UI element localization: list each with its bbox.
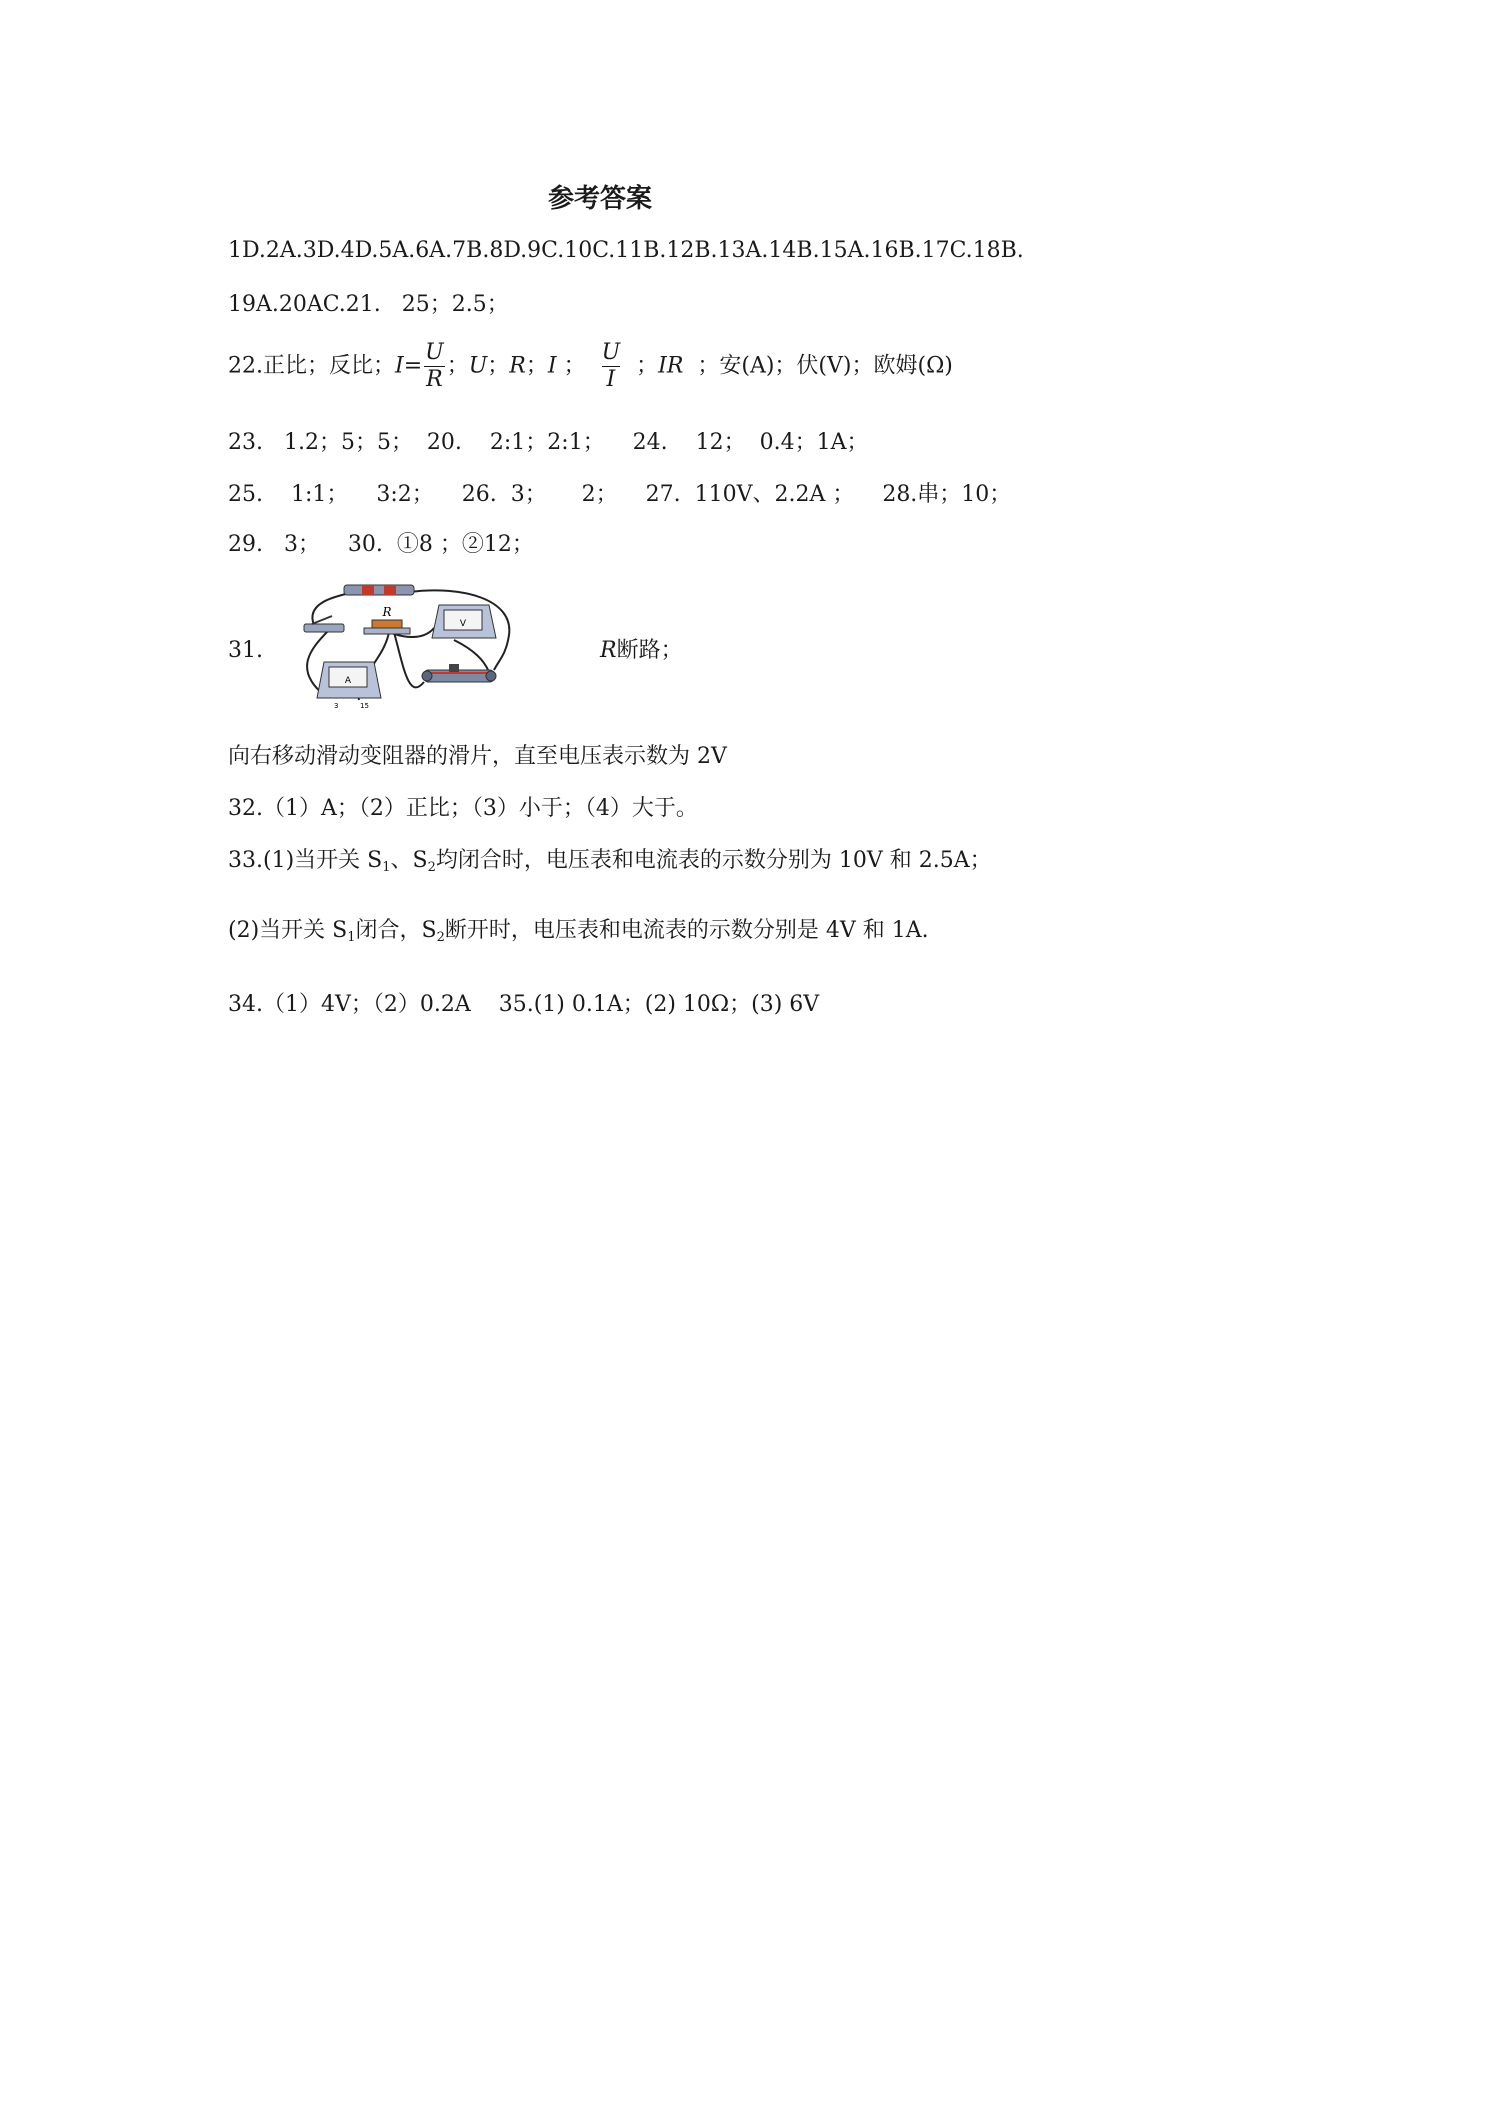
symbol-i: I (547, 353, 557, 379)
formula2-fraction (602, 340, 621, 393)
battery-cell-icon (362, 585, 374, 595)
line11-sub2: 2 (436, 930, 445, 945)
rheostat-slider-icon (449, 664, 459, 672)
rheostat-end-icon (422, 671, 432, 681)
broken-circuit-text: 断路； (616, 638, 683, 663)
switch-lever-icon (312, 616, 332, 624)
resistor-base-icon (364, 628, 410, 634)
line10-sub2: 2 (427, 860, 436, 875)
line11-part-a: (2)当开关 S (228, 918, 348, 943)
line11-part-b: 闭合，S (355, 918, 437, 943)
answer-line-9: 32.（1）A；（2）正比；（3）小于；（4）大于。 (228, 796, 698, 821)
line11-sub1: 1 (347, 930, 356, 945)
line3-sep2: ； (525, 353, 548, 379)
line3-sep4: ； (622, 353, 659, 379)
formula1-numerator: U (425, 340, 444, 365)
answer-line-8: 向右移动滑动变阻器的滑片，直至电压表示数为 2V (228, 744, 727, 769)
wire (394, 632, 424, 687)
symbol-r: R (509, 353, 526, 379)
battery-icon (344, 585, 414, 595)
formula1-denominator: R (426, 367, 443, 392)
formula1-equals: = (403, 353, 423, 379)
wire (454, 640, 489, 672)
formula1-fraction (424, 340, 445, 393)
formula2-numerator: U (601, 340, 621, 365)
switch-icon (304, 624, 344, 632)
answer-line-6: 29. 3； 30. ①8 ；②12； (228, 532, 534, 557)
page-title: 参考答案 (547, 184, 652, 214)
circuit-diagram (284, 580, 524, 715)
resistor-icon (372, 620, 402, 628)
wire (312, 592, 354, 625)
answer-line-4: 23. 1.2；5；5； 20. 2:1；2:1； 24. 12； 0.4；1A； (228, 430, 869, 455)
answer-line-1: 1D.2A.3D.4D.5A.6A.7B.8D.9C.10C.11B.12B.13A.14B.15A.16B.17C.18B. (228, 238, 1024, 263)
formula1-left: I (395, 353, 404, 379)
meter-scale-left: 3 (334, 702, 339, 710)
line3-suffix: ；安(A)；伏(V)；欧姆(Ω) (683, 353, 953, 379)
line10-part-a: 33.(1)当开关 S (228, 848, 383, 873)
ammeter-label: A (344, 676, 352, 686)
line11-part-c: 断开时，电压表和电流表的示数分别是 4V 和 1A. (444, 918, 929, 943)
meter-scale-right: 15 (360, 702, 369, 710)
line10-part-c: 均闭合时，电压表和电流表的示数分别为 10V 和 2.5A； (435, 848, 992, 873)
answer-line-10 (228, 846, 992, 883)
answer-line-5: 25. 1:1； 3:2； 26. 3； 2； 27. 110V、2.2A ； 28.串；10； (228, 482, 1012, 507)
answer-line-11 (228, 916, 929, 953)
line3-sep3: ； (556, 353, 600, 379)
symbol-ir: IR (658, 353, 684, 379)
formula2-denominator: I (602, 366, 621, 393)
battery-cell-icon (384, 585, 396, 595)
rheostat-end-icon (486, 671, 496, 681)
line3-mid1: ； (446, 353, 469, 379)
answer-line-2: 19A.20AC.21. 25；2.5； (228, 292, 509, 317)
line10-sub1: 1 (382, 860, 391, 875)
line3-sep1: ； (487, 353, 510, 379)
resistor-label: R (382, 605, 392, 619)
answer-line-7-number: 31. (228, 638, 263, 663)
line10-part-b: 、S (390, 848, 428, 873)
symbol-r-broken: R (600, 638, 617, 663)
symbol-u: U (468, 353, 488, 379)
answer-line-12: 34.（1）4V；（2）0.2A 35.(1) 0.1A；(2) 10Ω；(3) 6V (228, 992, 820, 1017)
answer-line-3 (228, 340, 953, 393)
voltmeter-label: V (459, 619, 467, 629)
answer-line-7-text (600, 636, 683, 666)
line3-prefix: 22.正比；反比； (228, 353, 395, 379)
